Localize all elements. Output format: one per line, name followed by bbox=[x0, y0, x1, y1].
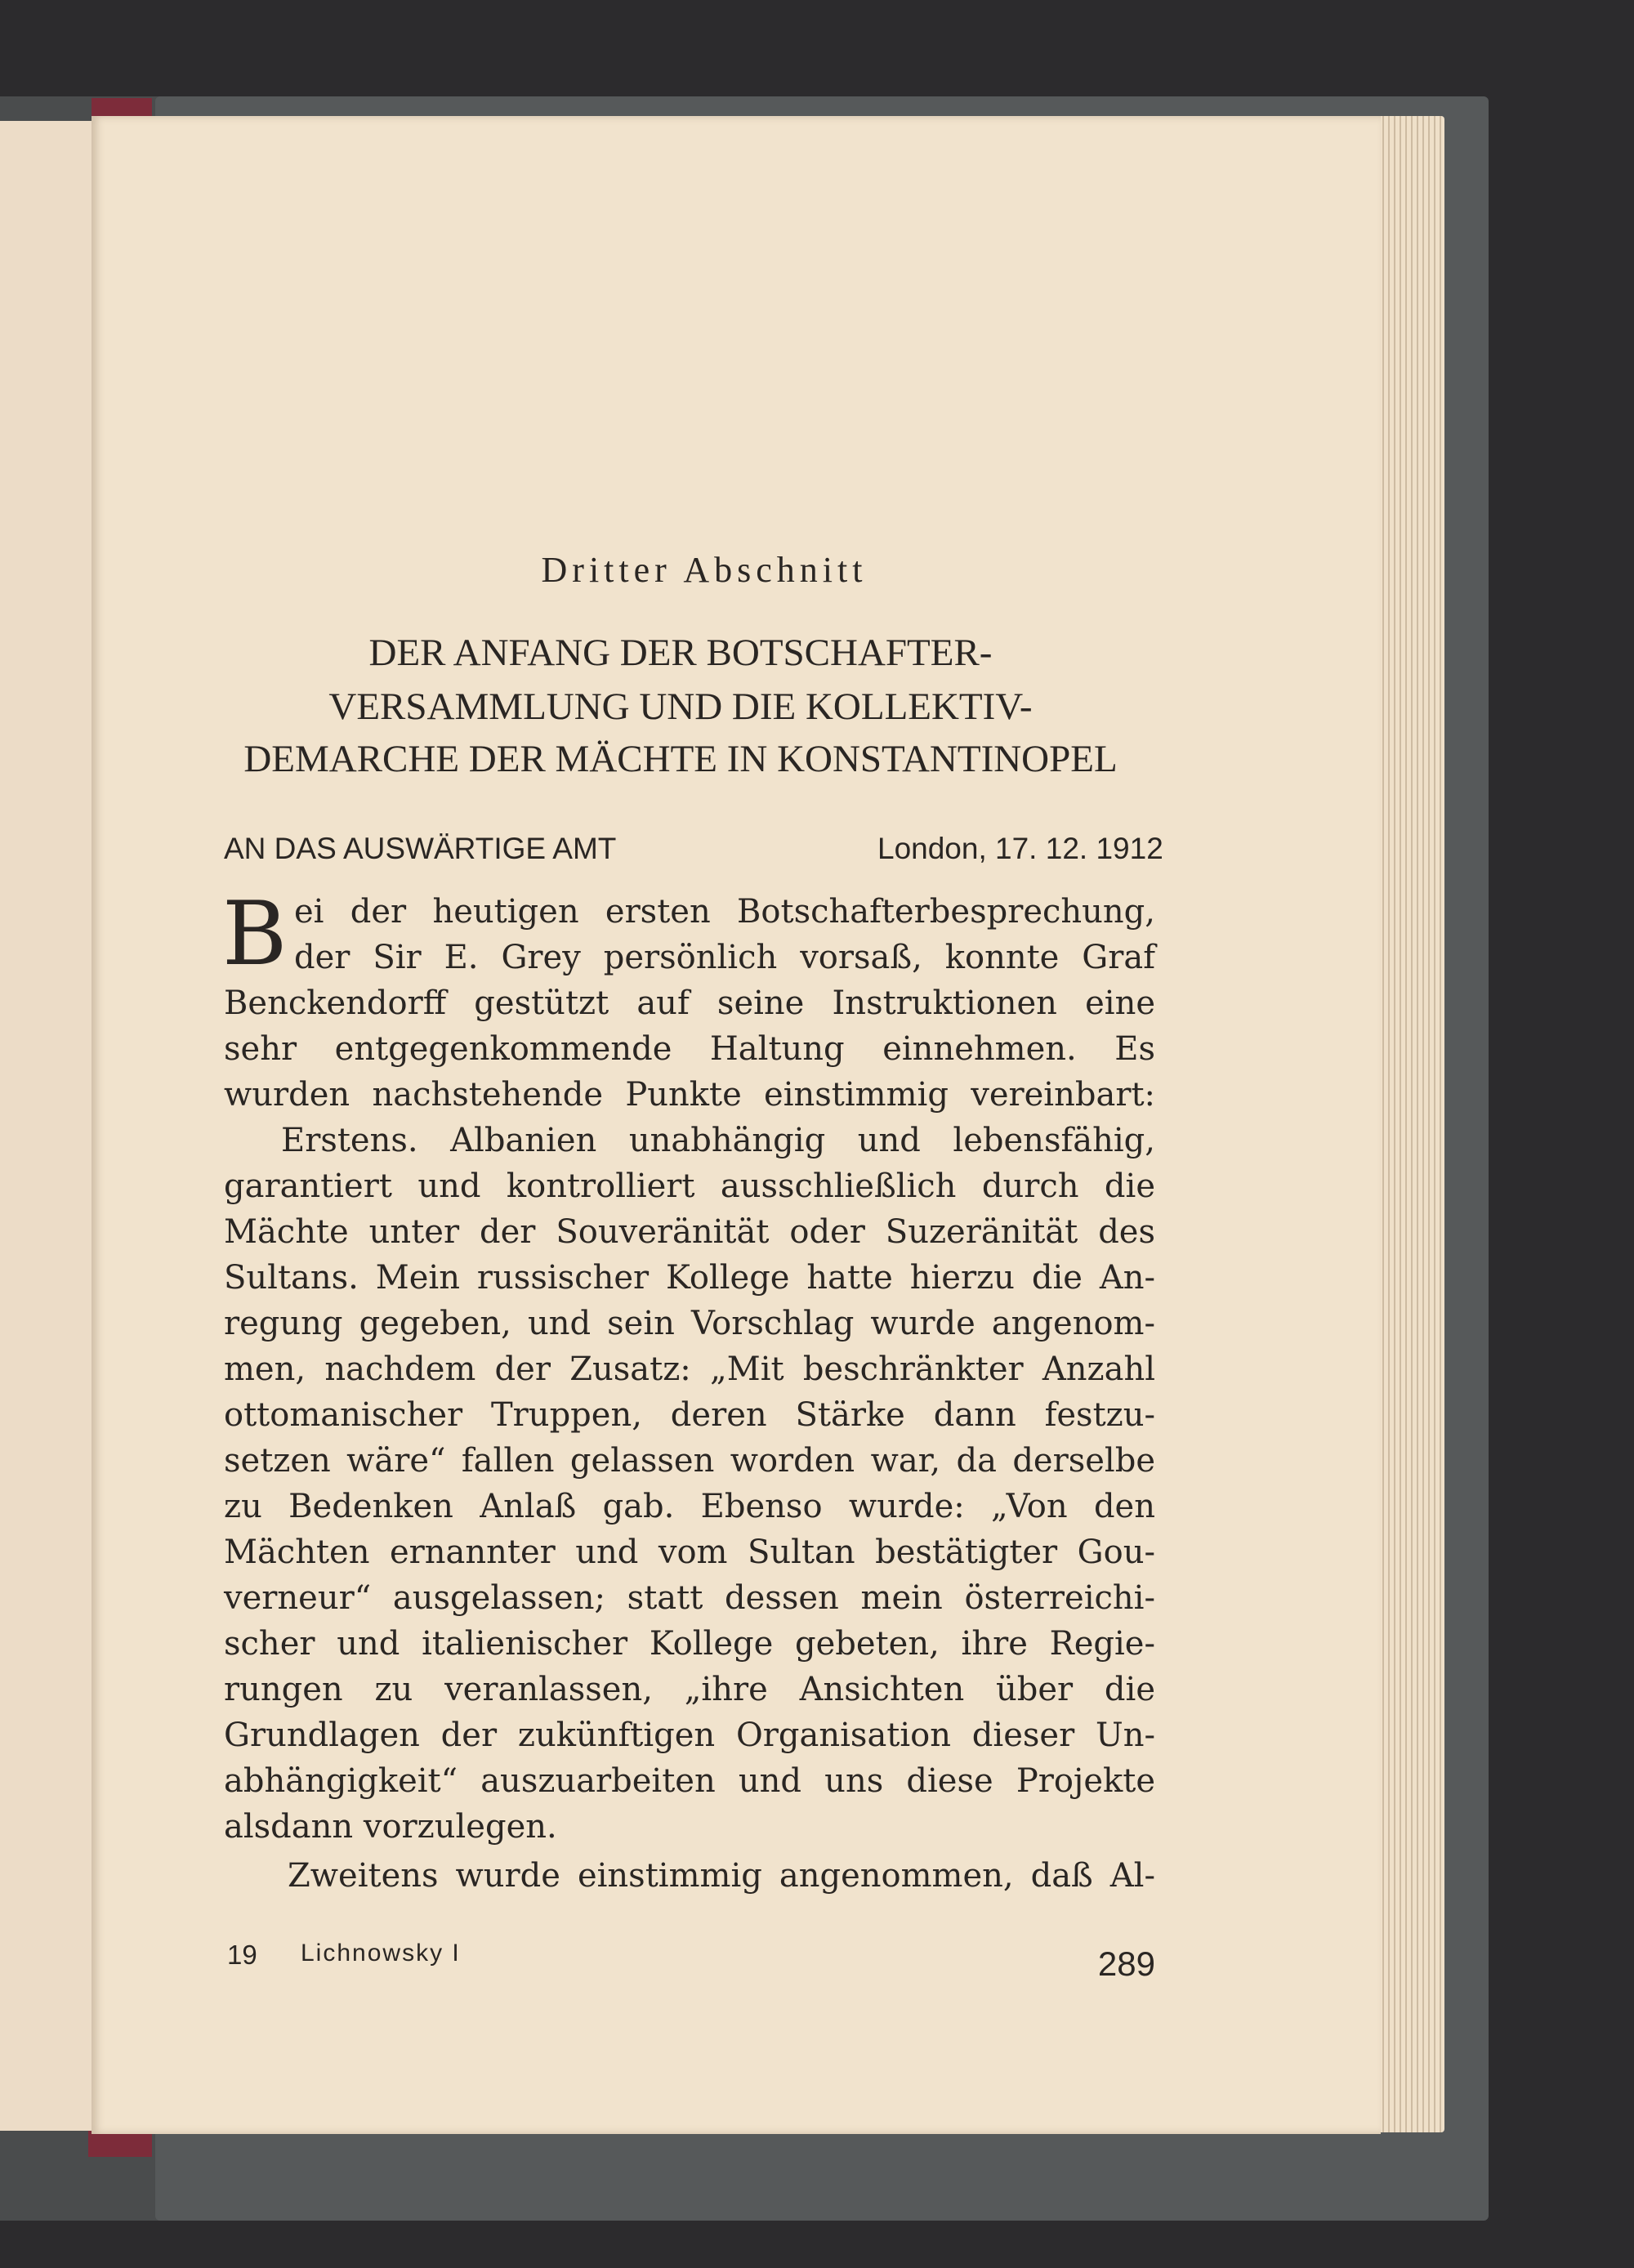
page-stack-edge bbox=[1373, 116, 1444, 2132]
body-line: Benckendorff gestützt auf seine Instruktionen eine bbox=[224, 984, 1155, 1022]
body-line: abhängigkeit“ auszuarbeiten und uns diese Projekte bbox=[224, 1762, 1155, 1800]
body-line: Erstens. Albanien unabhängig und lebensfähig, bbox=[281, 1122, 1155, 1159]
body-line: zu Bedenken Anlaß gab. Ebenso wurde: „Von den bbox=[224, 1488, 1155, 1525]
drop-cap: B bbox=[222, 883, 288, 985]
body-line: setzen wäre“ fallen gelassen worden war, da derselbe bbox=[224, 1442, 1155, 1480]
signature-number: 19 bbox=[227, 1940, 257, 1970]
page-number: 289 bbox=[1097, 1944, 1155, 1983]
body-line: Zweitens wurde einstimmig angenommen, daß Al- bbox=[288, 1857, 1155, 1895]
chapter-title-line: DER ANFANG DER BOTSCHAFTER- bbox=[368, 632, 993, 674]
chapter-title-line: VERSAMMLUNG UND DIE KOLLEKTIV- bbox=[328, 685, 1033, 728]
letter-place-date: London, 17. 12. 1912 bbox=[877, 832, 1163, 865]
signature-name: Lichnowsky I bbox=[301, 1940, 461, 1967]
body-line: ei der heutigen ersten Botschafterbesprechung, bbox=[294, 893, 1155, 931]
body-line: scher und italienischer Kollege gebeten, ihre Regie- bbox=[224, 1625, 1155, 1663]
body-line: Sultans. Mein russischer Kollege hatte hierzu die An- bbox=[224, 1259, 1155, 1297]
body-line: Mächten ernannter und vom Sultan bestätigter Gou- bbox=[224, 1534, 1155, 1571]
previous-page-edge bbox=[0, 121, 94, 2131]
chapter-title-line: DEMARCHE DER MÄCHTE IN KONSTANTINOPEL bbox=[243, 738, 1118, 780]
body-line: garantiert und kontrolliert ausschließlich durch die bbox=[224, 1167, 1155, 1205]
letter-recipient: AN DAS AUSWÄRTIGE AMT bbox=[224, 832, 617, 865]
body-line: der Sir E. Grey persönlich vorsaß, konnte Graf bbox=[294, 939, 1155, 976]
body-line: men, nachdem der Zusatz: „Mit beschränkter Anzahl bbox=[224, 1351, 1155, 1388]
body-line: verneur“ ausgelassen; statt dessen mein österreichi- bbox=[224, 1579, 1155, 1617]
body-line: Mächte unter der Souveränität oder Suzeränität des bbox=[224, 1213, 1155, 1251]
body-line: wurden nachstehende Punkte einstimmig vereinbart: bbox=[224, 1076, 1155, 1114]
body-line: alsdann vorzulegen. bbox=[224, 1808, 557, 1846]
body-line: Grundlagen der zukünftigen Organisation dieser Un- bbox=[224, 1717, 1155, 1754]
body-line: sehr entgegenkommende Haltung einnehmen. Es bbox=[224, 1030, 1155, 1068]
body-line: rungen zu veranlassen, „ihre Ansichten über die bbox=[224, 1671, 1155, 1708]
body-line: ottomanischer Truppen, deren Stärke dann festzu- bbox=[224, 1396, 1155, 1434]
body-line: regung gegeben, und sein Vorschlag wurde angenom- bbox=[224, 1305, 1155, 1342]
section-heading: Dritter Abschnitt bbox=[541, 550, 868, 590]
